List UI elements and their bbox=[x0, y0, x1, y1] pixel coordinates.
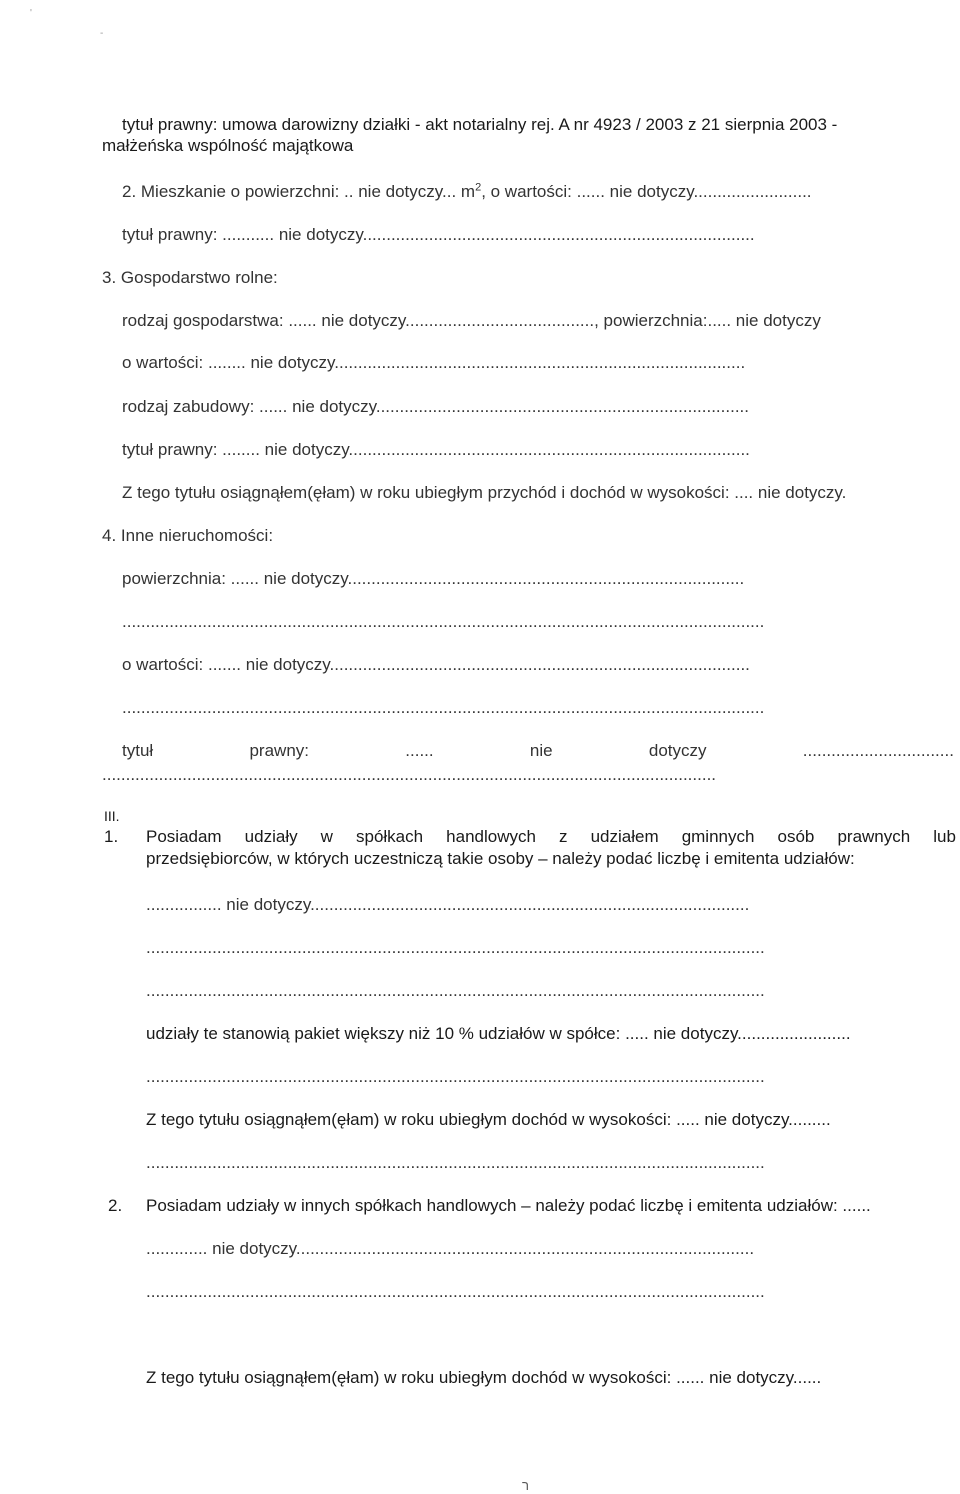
shares-income-line: Z tego tytułu osiągnąłem(ęłam) w roku ubiegłym dochód w wysokości: ..... nie dotyczy......... bbox=[146, 1110, 831, 1129]
word: udziałem bbox=[590, 827, 659, 846]
word: spółkach bbox=[356, 827, 424, 846]
scan-speck: ' bbox=[30, 8, 32, 19]
word: gminnych bbox=[681, 827, 755, 846]
dotted-fill-line: ................................................................................................................................... bbox=[146, 1282, 765, 1301]
farm-income-line: Z tego tytułu osiągnąłem(ęłam) w roku ubiegłym przychód i dochód w wysokości: .... nie dotyczy. bbox=[122, 483, 847, 502]
item-number: 1. bbox=[104, 827, 119, 846]
apartment-value-text: , o wartości: ...... nie dotyczy......................... bbox=[481, 182, 812, 201]
other-property-area-line: powierzchnia: ...... nie dotyczy.................................................................................... bbox=[122, 569, 745, 588]
dotted-fill-line: ................................................................................................................................... bbox=[146, 981, 765, 1000]
word: w bbox=[320, 827, 333, 846]
shares-answer-line: ................ nie dotyczy............................................................................................. bbox=[146, 895, 750, 914]
item-number: 2. bbox=[108, 1196, 123, 1215]
dotted-fill-line: ................................................................................................................................... bbox=[146, 1153, 765, 1172]
word: lub bbox=[933, 827, 956, 846]
justified-words bbox=[146, 827, 956, 847]
legal-title-line-2: małżeńska wspólność majątkowa bbox=[102, 136, 354, 155]
scan-speck: - bbox=[100, 28, 104, 39]
word: udziały bbox=[244, 827, 298, 846]
word: Posiadam bbox=[146, 827, 222, 846]
apartment-area-unit-sup: 2 bbox=[475, 181, 482, 194]
word: nie bbox=[529, 741, 553, 760]
farm-heading: 3. Gospodarstwo rolne: bbox=[102, 268, 278, 287]
other-property-value-line: o wartości: ....... nie dotyczy......................................................................................... bbox=[122, 655, 750, 674]
shares-package-line: udziały te stanowią pakiet większy niż 10 % udziałów w spółce: ..... nie dotyczy........................ bbox=[146, 1024, 851, 1043]
word: ...... bbox=[405, 741, 434, 760]
page-number-mark: ר bbox=[522, 1478, 529, 1493]
dotted-fill-line: ........................................................................................................................................ bbox=[122, 612, 765, 631]
apartment-area-text: 2. Mieszkanie o powierzchni: .. nie dotyczy... m bbox=[122, 182, 476, 201]
dotted-fill-line: .................................................................................................................................. bbox=[102, 765, 717, 784]
farm-type-line: rodzaj gospodarstwa: ...... nie dotyczy........................................, powierzchnia:..... nie dotyczy bbox=[122, 311, 821, 330]
farm-buildings-line: rodzaj zabudowy: ...... nie dotyczy............................................................................... bbox=[122, 397, 749, 416]
farm-value-line: o wartości: ........ nie dotyczy....................................................................................... bbox=[122, 353, 746, 372]
word: prawny: bbox=[249, 741, 309, 760]
word: z bbox=[559, 827, 568, 846]
other-shares-answer-line: ............. nie dotyczy................................................................................................. bbox=[146, 1239, 755, 1258]
legal-title-line-1: tytuł prawny: umowa darowizny działki - akt notarialny rej. A nr 4923 / 2003 z 21 sierpnia 2003 - bbox=[122, 115, 838, 134]
other-property-title-line bbox=[122, 741, 954, 761]
other-property-heading: 4. Inne nieruchomości: bbox=[102, 526, 274, 545]
dotted-fill-line: ........................................................................................................................................ bbox=[122, 698, 765, 717]
word: prawnych bbox=[837, 827, 911, 846]
farm-title-line: tytuł prawny: ........ nie dotyczy..................................................................................... bbox=[122, 440, 750, 459]
shares-question-line-2: przedsiębiorców, w których uczestniczą takie osoby – należy podać liczbę i emitenta udziałów: bbox=[146, 849, 855, 868]
word: ................................ bbox=[802, 741, 954, 760]
dotted-fill-line: ................................................................................................................................... bbox=[146, 938, 765, 957]
word: handlowych bbox=[446, 827, 536, 846]
dotted-fill-line: ................................................................................................................................... bbox=[146, 1067, 765, 1086]
section-iii-heading: III. bbox=[104, 808, 120, 824]
word: dotyczy bbox=[648, 741, 707, 760]
word: osób bbox=[777, 827, 815, 846]
apartment-line bbox=[122, 182, 812, 202]
other-shares-income-line: Z tego tytułu osiągnąłem(ęłam) w roku ubiegłym dochód w wysokości: ...... nie dotyczy...... bbox=[146, 1368, 822, 1387]
other-shares-text: Posiadam udziały w innych spółkach handlowych – należy podać liczbę i emitenta udziałów: ...... bbox=[146, 1196, 871, 1215]
apartment-title-line: tytuł prawny: ........... nie dotyczy................................................................................... bbox=[122, 225, 755, 244]
word: tytuł bbox=[122, 741, 154, 760]
other-shares-line bbox=[108, 1196, 871, 1216]
